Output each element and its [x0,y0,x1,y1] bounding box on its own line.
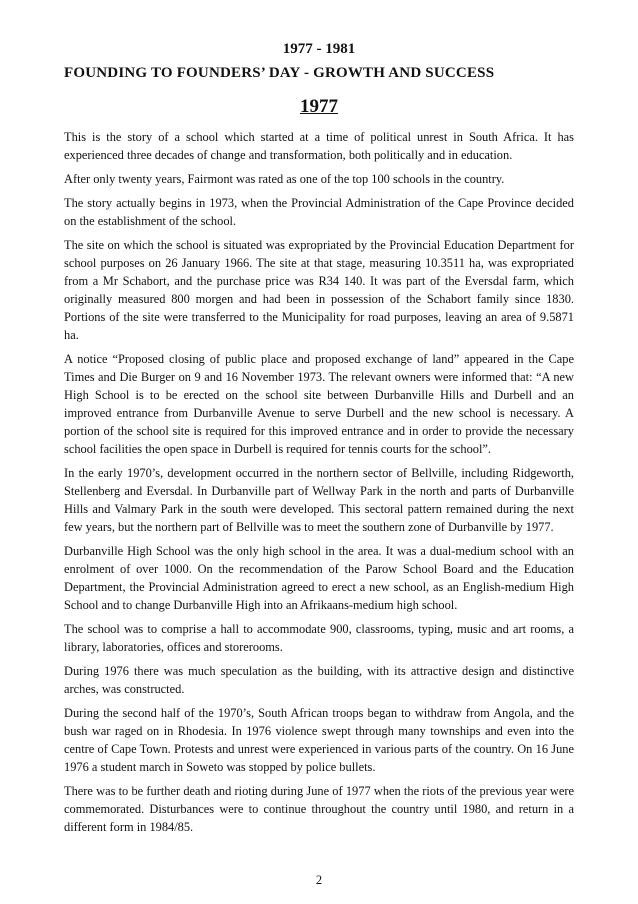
period-heading: 1977 - 1981 [282,41,356,57]
paragraph: The site on which the school is situated was expropriated by the Provincial Education Department for school purposes on 26 January 1966. The site at that stage, measuring 10.3511 ha, was expropriated from a Mr Schabort, and the purchase price was R34 140. It was part of the Eversdal farm, which originally measured 800 morgen and had been in possession of the Schabort family since 1830. Portions of the site were transferred to the Municipality for road purposes, leaving an area of 9.5871 ha. [64,238,574,342]
year-heading: 1977 [300,96,338,117]
paragraph: The story actually begins in 1973, when the Provincial Administration of the Cape Province decided on the establishment of the school. [64,196,574,228]
paragraph: This is the story of a school which started at a time of political unrest in South Africa. It has experienced three decades of change and transformation, both politically and in education. [64,130,574,162]
paragraph: After only twenty years, Fairmont was rated as one of the top 100 schools in the country. [64,172,505,186]
page-number: 2 [315,873,323,887]
paragraph: A notice “Proposed closing of public place and proposed exchange of land” appeared in the Cape Times and Die Burger on 9 and 16 November 1973. The relevant owners were informed that: “A new High School is to be erected on the school site between Durbanville Hills and Durbell and an improved entrance from Durbanville Avenue to serve Durbell and the new school is necessary. A portion of the school site is required for this improved entrance and in order to provide the necessary school facilities the open space in Durbell is required for tennis courts for the school”. [64,352,574,456]
paragraph: In the early 1970’s, development occurred in the northern sector of Bellville, including Ridgeworth, Stellenberg and Eversdal. In Durbanville part of Wellway Park in the north and parts of Durbanville Hills and Valmary Park in the south were developed. This sectoral pattern remained during the next few years, but the northern part of Bellville was to meet the southern zone of Durbanville by 1977. [64,466,574,534]
paragraph: During the second half of the 1970’s, South African troops began to withdraw from Angola, and the bush war raged on in Rhodesia. In 1976 violence swept through many townships and even into the centre of Cape Town. Protests and unrest were experienced in various parts of the country. On 16 June 1976 a student march in Soweto was stopped by police bullets. [64,706,574,774]
body-text [64,128,574,842]
chapter-title: FOUNDING TO FOUNDERS’ DAY - GROWTH AND SUCCESS [64,65,495,81]
paragraph: During 1976 there was much speculation as the building, with its attractive design and distinctive arches, was constructed. [64,664,574,696]
paragraph: Durbanville High School was the only high school in the area. It was a dual-medium school with an enrolment of over 1000. On the recommendation of the Parow School Board and the Education Department, the Provincial Administration agreed to erect a new school, as an English-medium High School and to change Durbanville High into an Afrikaans-medium high school. [64,544,574,612]
paragraph: The school was to comprise a hall to accommodate 900, classrooms, typing, music and art rooms, a library, laboratories, offices and storerooms. [64,622,574,654]
paragraph: There was to be further death and rioting during June of 1977 when the riots of the previous year were commemorated. Disturbances were to continue throughout the country until 1980, and return in a different form in 1984/85. [64,784,574,834]
